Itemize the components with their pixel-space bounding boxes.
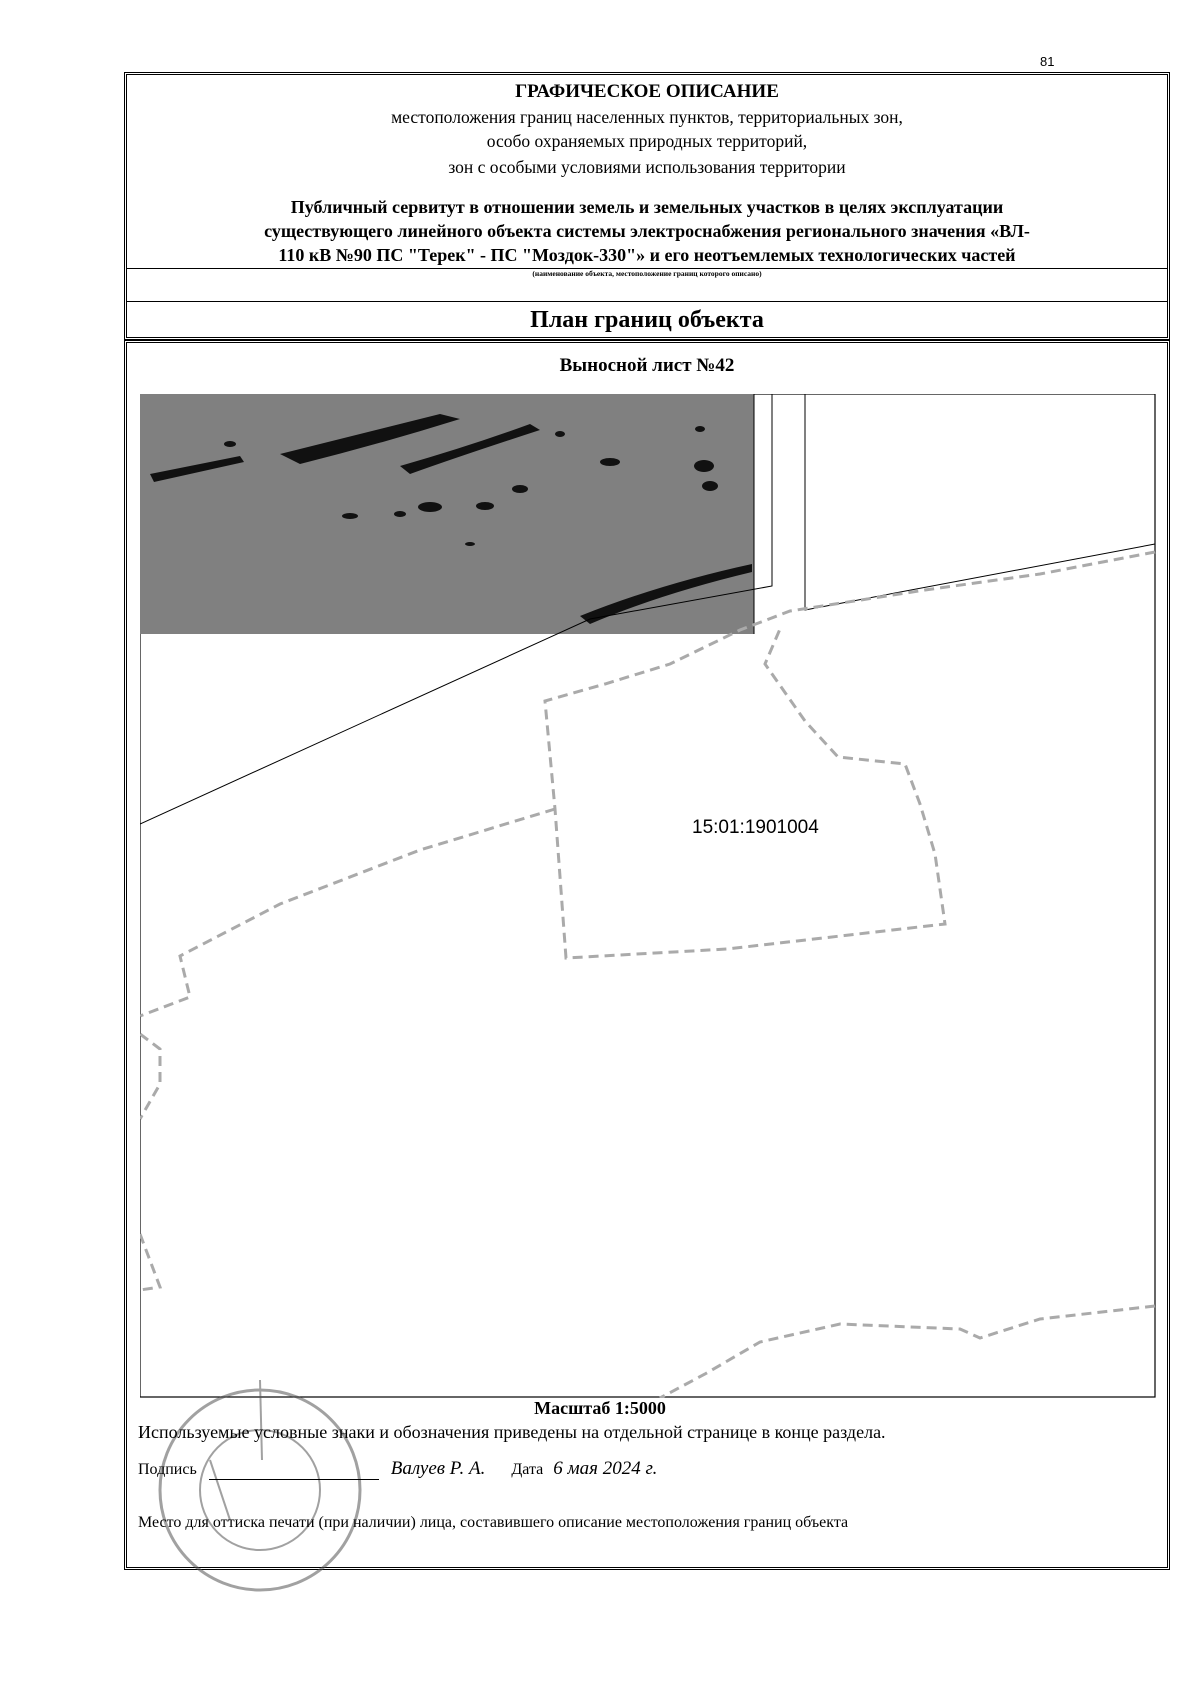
object-name-line-2: существующего линейного объекта системы электроснабжения регионального значения «ВЛ- [264, 221, 1030, 241]
subtitle-line-3: зон с особыми условиями использования территории [448, 157, 846, 177]
object-name-line-3: 110 кВ №90 ПС "Терек" - ПС "Моздок-330"» и его неотъемлемых технологических частей [278, 245, 1016, 265]
parcel-label: 15:01:1901004 [692, 817, 819, 838]
seal-note: Место для оттиска печати (при наличии) лица, составившего описание местоположения границ объекта [138, 1514, 849, 1531]
signer-name: Валуев Р. А. [390, 1458, 486, 1479]
satellite-image [140, 394, 754, 634]
signature-row [138, 1458, 1038, 1480]
object-name-caption: (наименование объекта, местоположение границ которого описано) [532, 269, 762, 278]
page-number: 81 [1040, 54, 1055, 69]
sheet-title: Выносной лист №42 [559, 355, 735, 376]
scale-label: Масштаб 1:5000 [534, 1398, 666, 1418]
header-box [124, 72, 1170, 340]
subtitle-line-2: особо охраняемых природных территорий, [486, 131, 808, 151]
map-area [140, 394, 1156, 1398]
plan-title: План границ объекта [530, 307, 764, 333]
object-name [147, 195, 1147, 267]
date-label: Дата [511, 1461, 544, 1478]
subtitle-line-1: местоположения границ населенных пунктов, территориальных зон, [391, 107, 903, 127]
signature-label: Подпись [138, 1461, 197, 1478]
document-title: ГРАФИЧЕСКОЕ ОПИСАНИЕ [515, 81, 779, 102]
legend-note: Используемые условные знаки и обозначения приведены на отдельной странице в конце раздела. [138, 1422, 886, 1442]
signature-line [209, 1465, 379, 1480]
divider [127, 301, 1167, 302]
object-name-line-1: Публичный сервитут в отношении земель и земельных участков в целях эксплуатации [290, 197, 1004, 217]
date-value: 6 мая 2024 г. [553, 1458, 658, 1479]
